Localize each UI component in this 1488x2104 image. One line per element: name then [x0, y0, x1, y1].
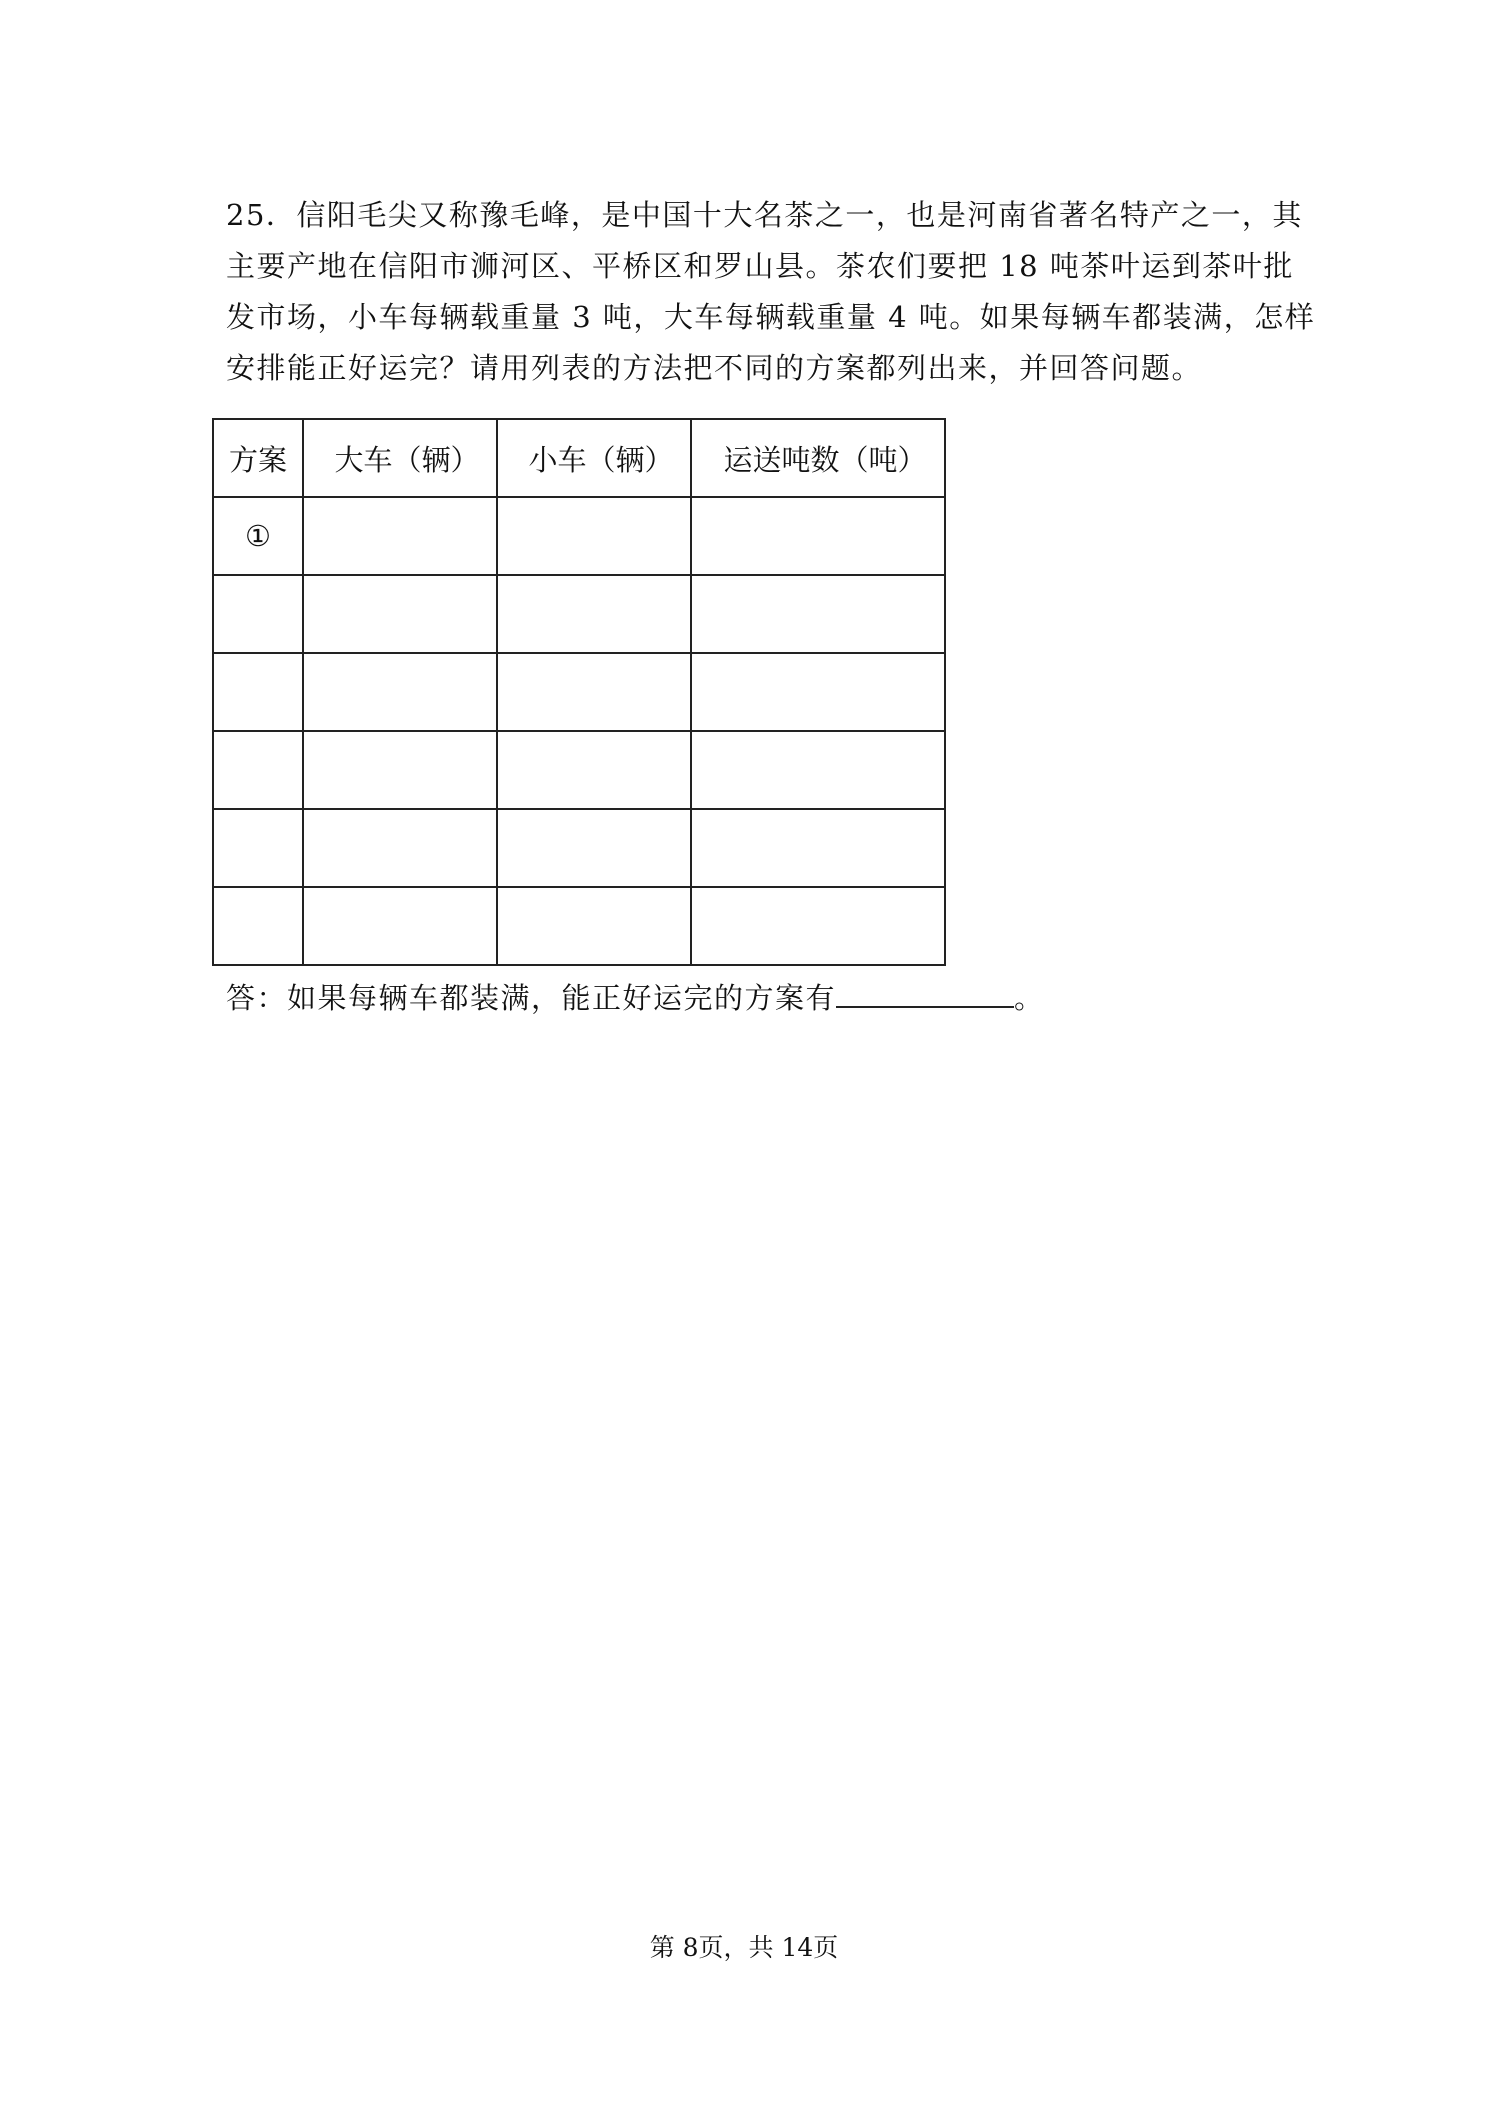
- table-cell[interactable]: ①: [213, 497, 303, 575]
- table-cell[interactable]: [303, 575, 497, 653]
- header-small-truck: 小车（辆）: [497, 419, 691, 497]
- table-cell[interactable]: [497, 653, 691, 731]
- table-cell[interactable]: [213, 887, 303, 965]
- table-row: [213, 653, 945, 731]
- header-plan: 方案: [213, 419, 303, 497]
- problem-line-4: 安排能正好运完？请用列表的方法把不同的方案都列出来，并回答问题。: [226, 351, 1203, 385]
- table-cell[interactable]: [303, 809, 497, 887]
- table-cell[interactable]: [213, 809, 303, 887]
- table-cell[interactable]: [691, 809, 945, 887]
- table-cell[interactable]: [691, 887, 945, 965]
- table-header-row: [213, 419, 945, 497]
- page-footer: 第 8页，共 14页: [649, 1933, 839, 1962]
- problem-line-3: 发市场，小车每辆载重量 3 吨，大车每辆载重量 4 吨。如果每辆车都装满，怎样: [226, 300, 1316, 334]
- table-cell[interactable]: [303, 653, 497, 731]
- table-cell[interactable]: [213, 731, 303, 809]
- table-cell[interactable]: [497, 809, 691, 887]
- table-cell[interactable]: [303, 497, 497, 575]
- table-cell[interactable]: [303, 731, 497, 809]
- table-cell[interactable]: [303, 887, 497, 965]
- table-cell[interactable]: [213, 653, 303, 731]
- table-row: [213, 809, 945, 887]
- table-cell[interactable]: [691, 575, 945, 653]
- table-cell[interactable]: [213, 575, 303, 653]
- answer-suffix: 。: [1014, 981, 1045, 1015]
- plan-table: [212, 418, 946, 966]
- table-row: [213, 731, 945, 809]
- answer-line: [226, 976, 1045, 1017]
- answer-prefix: 答：如果每辆车都装满，能正好运完的方案有: [226, 981, 837, 1015]
- table-row: [213, 497, 945, 575]
- table-cell[interactable]: [691, 731, 945, 809]
- problem-text: [226, 190, 1316, 394]
- header-large-truck: 大车（辆）: [303, 419, 497, 497]
- table-cell[interactable]: [691, 653, 945, 731]
- table-cell[interactable]: [497, 887, 691, 965]
- table-cell[interactable]: [497, 575, 691, 653]
- answer-blank[interactable]: [836, 980, 1014, 1008]
- table-row: [213, 575, 945, 653]
- table-cell[interactable]: [497, 731, 691, 809]
- header-tons: 运送吨数（吨）: [691, 419, 945, 497]
- table-row: [213, 887, 945, 965]
- problem-line-1: 25．信阳毛尖又称豫毛峰，是中国十大名茶之一，也是河南省著名特产之一，其: [226, 198, 1303, 232]
- problem-line-2: 主要产地在信阳市浉河区、平桥区和罗山县。茶农们要把 18 吨茶叶运到茶叶批: [226, 249, 1294, 283]
- table-cell[interactable]: [691, 497, 945, 575]
- table-cell[interactable]: [497, 497, 691, 575]
